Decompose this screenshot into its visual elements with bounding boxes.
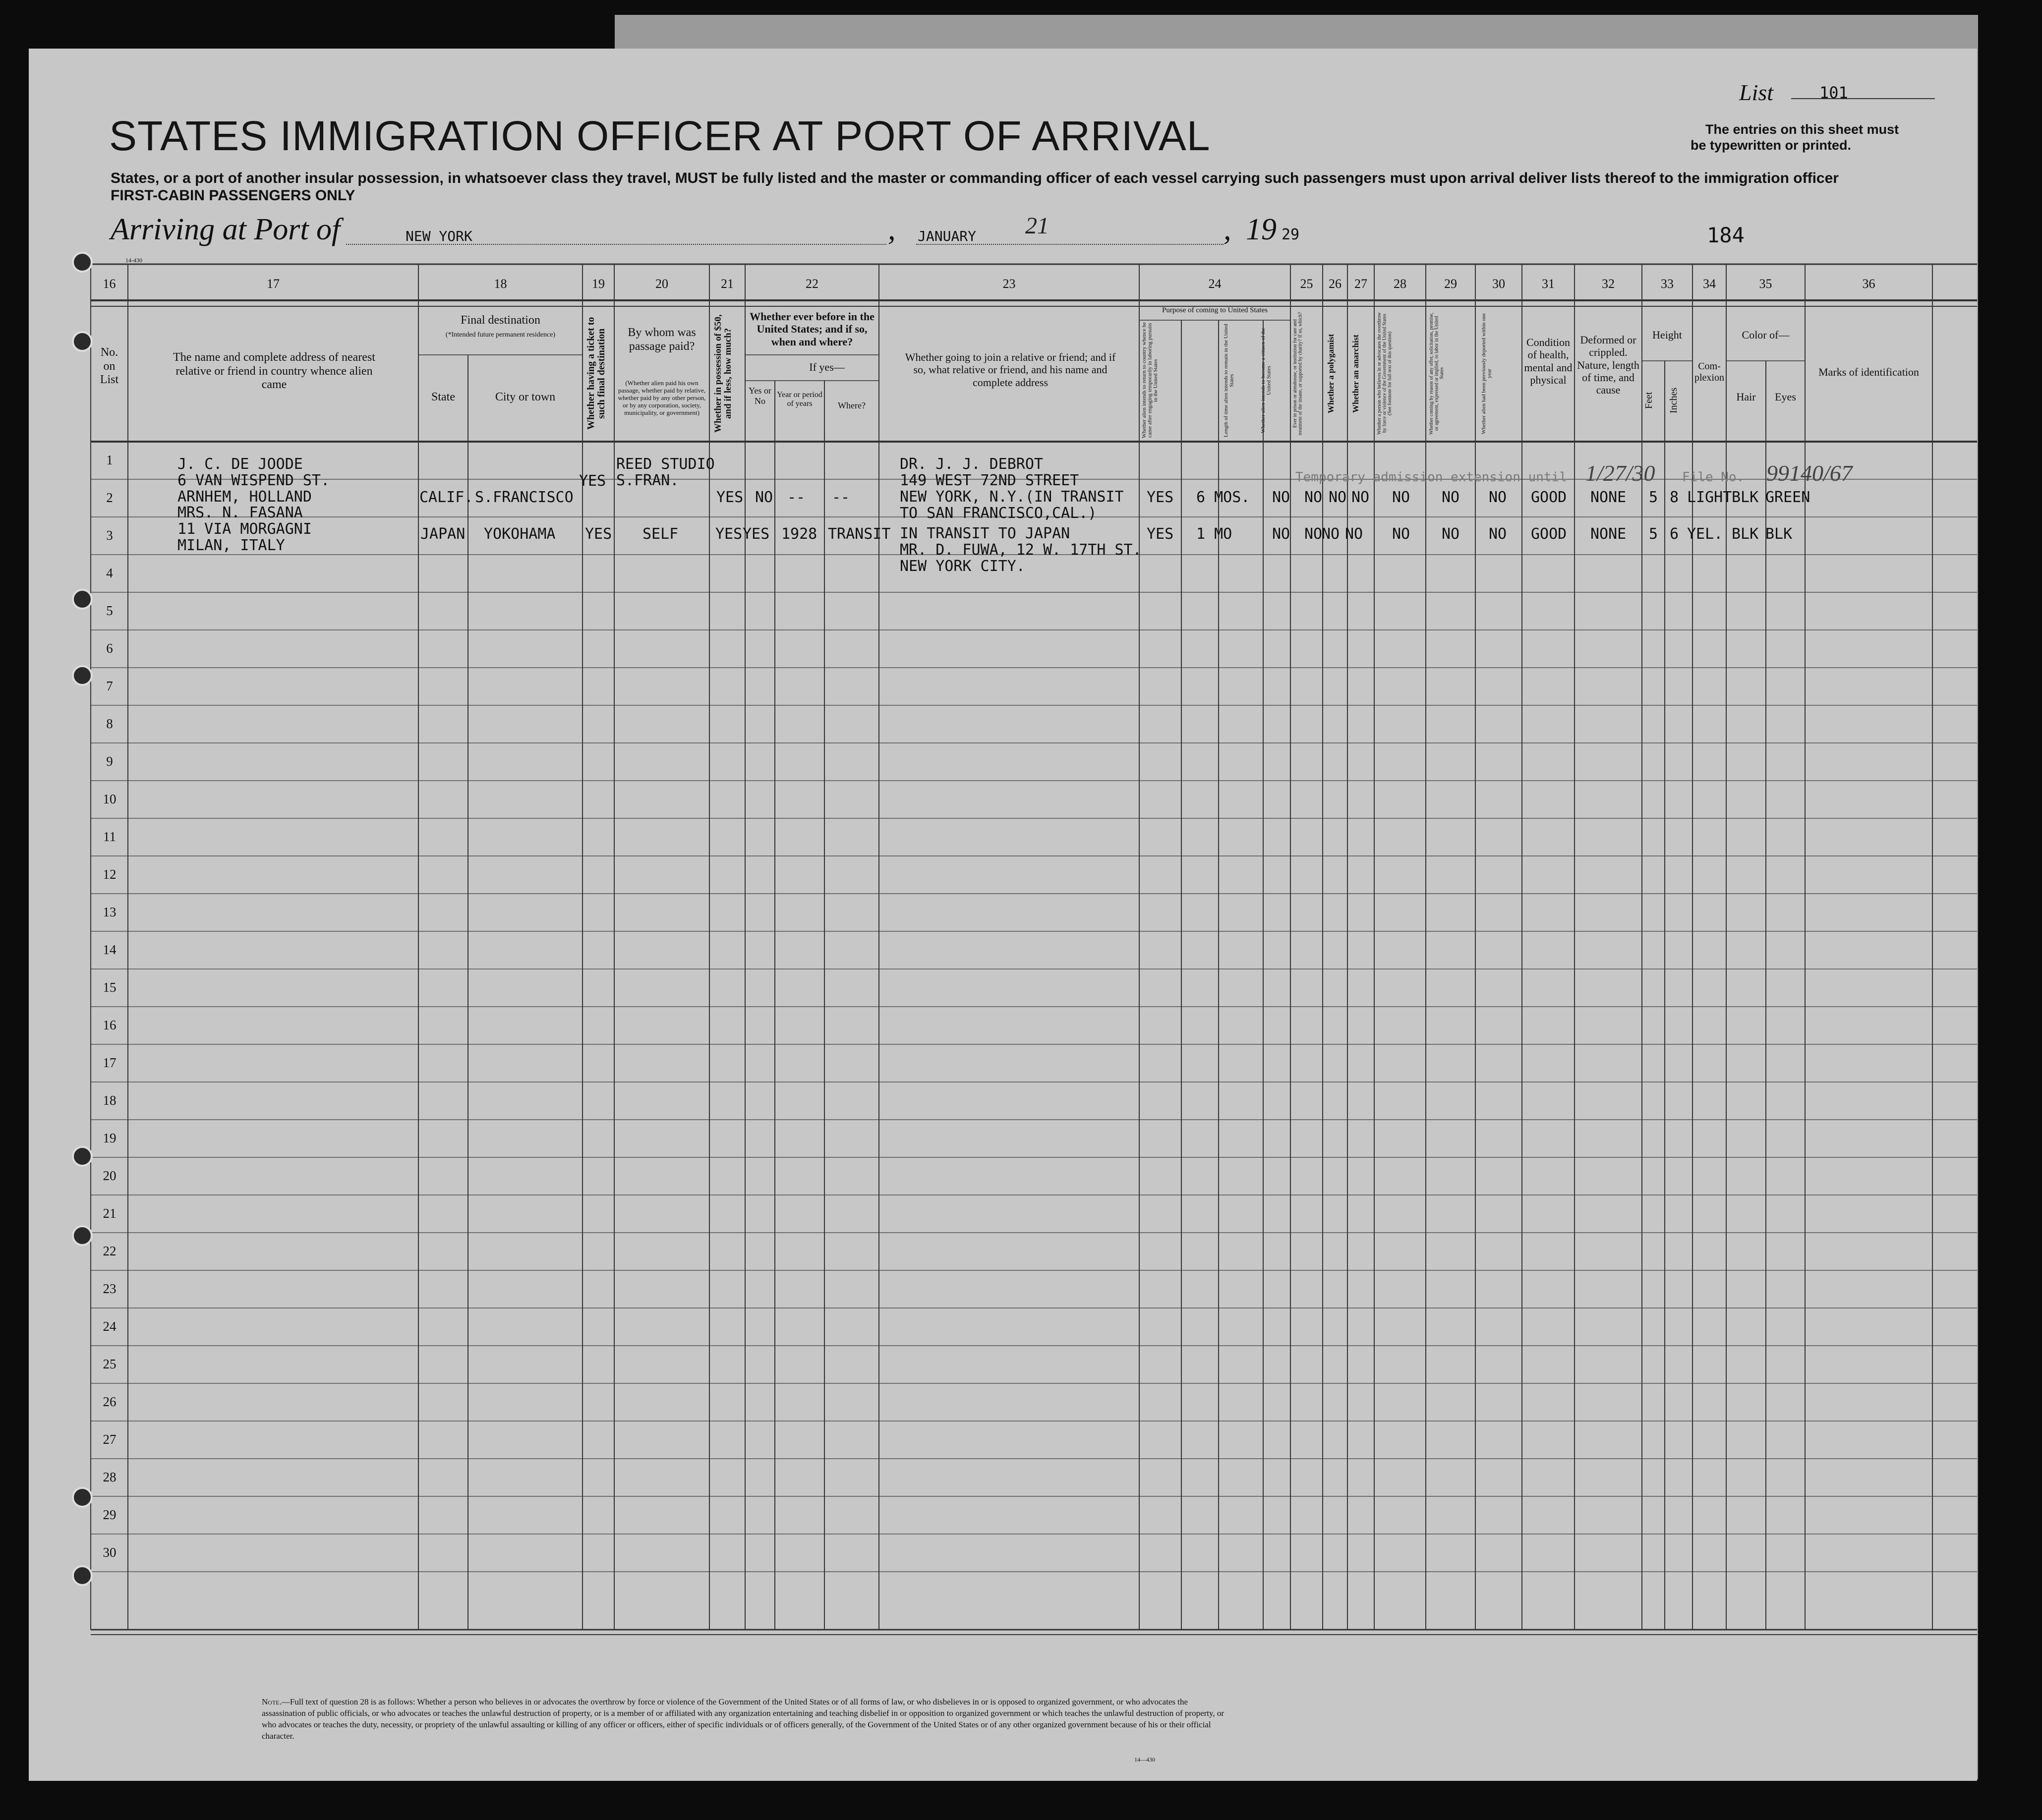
comma-2: , <box>1224 213 1231 246</box>
header-q29: Whether coming by reason of any offer, solicitation, promise, or agreement, expressed or implied, to labor in the United States <box>1429 312 1445 435</box>
row-number: 7 <box>106 679 113 693</box>
entry-1-citizen: NO <box>1272 489 1290 506</box>
header-length-stay: Length of time alien intends to remain in the United States <box>1223 324 1235 437</box>
entry-1-length: 6 MOS. <box>1196 489 1250 506</box>
row-number: 11 <box>103 829 116 844</box>
col-num: 18 <box>494 277 507 291</box>
entry-2-q28: NO <box>1392 525 1410 543</box>
entry-1-where: -- <box>832 489 850 506</box>
col-num: 35 <box>1759 277 1772 291</box>
entry-2-length: 1 MO <box>1196 525 1232 543</box>
col-num: 31 <box>1542 277 1555 291</box>
entry-1-file-label: File No. <box>1682 470 1745 485</box>
header-health: Condition of health, mental and physical <box>1524 336 1573 386</box>
row-number: 8 <box>106 716 113 731</box>
col-num: 25 <box>1300 277 1313 291</box>
col-num: 17 <box>267 277 280 291</box>
row-number: 19 <box>103 1131 117 1145</box>
relative-street: 11 VIA MORGAGNI <box>177 520 312 538</box>
col-num: 30 <box>1492 277 1505 291</box>
join-line: TO SAN FRANCISCO,CAL.) <box>900 505 1097 522</box>
binder-hole <box>72 665 93 686</box>
table-grid <box>29 49 1977 1781</box>
entry-2-inches: 6 <box>1670 525 1679 543</box>
col-num: 32 <box>1602 277 1615 291</box>
join-line: IN TRANSIT TO JAPAN <box>900 525 1070 542</box>
binder-hole <box>72 1565 93 1586</box>
entry-2-q30: NO <box>1489 525 1507 543</box>
col-num: 21 <box>721 277 734 291</box>
row-number: 28 <box>103 1470 117 1484</box>
row-number: 3 <box>106 528 113 543</box>
col-num: 16 <box>103 277 116 291</box>
entry-2-before: YES <box>743 525 770 543</box>
header-money: Whether in possession of $50, and if less, how much? <box>713 314 733 433</box>
entry-1-extension-date: 1/27/30 <box>1585 460 1655 486</box>
entry-1-eyes: GREEN <box>1765 489 1810 506</box>
relative-city: ARNHEM, HOLLAND <box>177 488 312 506</box>
entry-1-q28: NO <box>1392 489 1410 506</box>
entry-1-polygamist: NO <box>1329 489 1347 506</box>
paid-by-line: REED STUDIO <box>616 455 715 473</box>
row-number: 22 <box>103 1244 117 1258</box>
join-line: DR. J. J. DEBROT <box>900 455 1043 473</box>
entry-1-relative <box>177 456 330 505</box>
entry-1-complexion: LIGHT <box>1687 489 1732 506</box>
row-number: 1 <box>106 453 113 467</box>
header-height: Height <box>1652 329 1682 341</box>
entry-1-anarchist: NO <box>1351 489 1370 506</box>
header-purpose: Purpose of coming to United States <box>1162 306 1268 314</box>
header-color-of: Color of— <box>1742 329 1790 341</box>
col-num: 23 <box>1002 277 1016 291</box>
entry-1-deformed: NONE <box>1590 489 1627 506</box>
row-number: 17 <box>103 1055 117 1070</box>
col-num: 20 <box>655 277 668 291</box>
col-num: 29 <box>1444 277 1457 291</box>
header-polygamist: Whether a polygamist <box>1326 334 1336 413</box>
header-return-intent: Whether alien intends to return to country whence he came after engaging temporarily in laboring pursuits in the United States <box>1141 322 1159 439</box>
binder-hole <box>72 1487 93 1508</box>
entry-2-state: JAPAN <box>420 525 466 543</box>
entry-1-city: S.FRANCISCO <box>475 489 574 506</box>
relative-street: 6 VAN WISPEND ST. <box>177 472 330 489</box>
entry-1-q30: NO <box>1489 489 1507 506</box>
entries-note-2: be typewritten or printed. <box>1691 138 1852 153</box>
form-number-top: 14-430 <box>125 257 142 264</box>
arriving-label: Arriving at Port of <box>111 213 341 246</box>
header-no-on-list: No. on List <box>100 346 119 387</box>
entries-note-1: The entries on this sheet must <box>1705 122 1899 137</box>
row-number: 18 <box>103 1093 117 1108</box>
binder-hole <box>72 331 93 352</box>
header-q28: Whether a person who believes in or advocates the overthrow by force or violence of the Government of the United States (See footnote for full text of this question) <box>1377 312 1393 435</box>
footnote <box>262 1697 1233 1742</box>
entry-1-return: YES <box>1147 489 1174 506</box>
entry-1-hair: BLK <box>1732 489 1759 506</box>
entry-1-health: GOOD <box>1531 489 1567 506</box>
col-num: 19 <box>592 277 605 291</box>
entry-2-q29: NO <box>1442 525 1460 543</box>
row-number: 2 <box>106 490 113 505</box>
entry-2-where: TRANSIT <box>828 525 891 543</box>
entry-2-relative <box>177 505 312 554</box>
header-passage-paid: By whom was passage paid? <box>628 326 696 353</box>
entry-2-citizen: NO <box>1272 525 1290 543</box>
row-number: 27 <box>103 1432 117 1447</box>
page-title: STATES IMMIGRATION OFFICER AT PORT OF ARRIVAL <box>109 113 1211 159</box>
join-line: NEW YORK CITY. <box>900 558 1025 575</box>
entry-2-feet: 5 <box>1649 525 1658 543</box>
col-num: 36 <box>1862 277 1875 291</box>
header-anarchist: Whether an anarchist <box>1351 334 1360 413</box>
entry-1-join <box>900 456 1124 521</box>
header-prison: Ever in prison or almshouse, or institution for care and treatment of the insane, or supported by charity? If so, which? <box>1292 312 1303 435</box>
row-number: 30 <box>103 1545 117 1560</box>
header-inches: Inches <box>1668 387 1679 414</box>
entry-1-prison: NO <box>1304 489 1323 506</box>
header-citizen-intent: Whether alien intends to become a citizen of the United States <box>1260 328 1272 433</box>
relative-city: MILAN, ITALY <box>177 537 285 554</box>
manifest-sheet <box>29 49 1977 1781</box>
row-number: 6 <box>106 641 113 656</box>
entry-1-money: YES <box>716 489 744 506</box>
header-ticket: Whether having a ticket to such final destination <box>585 317 607 430</box>
row-number: 16 <box>103 1018 117 1032</box>
entry-1-state: CALIF. <box>419 489 473 506</box>
binder-hole <box>72 1146 93 1167</box>
class-line: FIRST-CABIN PASSENGERS ONLY <box>111 187 355 204</box>
header-join-relative: Whether going to join a relative or friend; and if so, what relative or friend, and his name and complete address <box>905 351 1116 389</box>
header-feet: Feet <box>1643 392 1654 409</box>
join-line: NEW YORK, N.Y.(IN TRANSIT <box>900 488 1124 506</box>
entry-1-year: -- <box>787 489 806 506</box>
join-line: MR. D. FUWA, 12 W. 17TH ST. <box>900 541 1142 559</box>
form-number-bottom: 14—430 <box>1134 1756 1155 1763</box>
entry-2-complexion: YEL. <box>1687 525 1723 543</box>
header-relative-address: The name and complete address of nearest relative or friend in country whence alien came <box>173 351 375 392</box>
header-state: State <box>431 391 455 403</box>
relative-name: MRS. N. FASANA <box>177 504 303 521</box>
entry-2-paid-by: SELF <box>642 525 679 543</box>
row-number: 26 <box>103 1394 117 1409</box>
instructions-line: States, or a port of another insular possession, in whatsoever class they travel, MUST be fully listed and the master or commanding officer of each vessel carrying such passengers must upon arrival deliver lists thereof to the immigration officer <box>111 170 1839 186</box>
day-value: 21 <box>1025 213 1049 239</box>
entry-1-feet: 5 <box>1649 489 1658 506</box>
entry-1-ticket: YES <box>579 472 606 490</box>
year-suffix: 29 <box>1282 226 1300 243</box>
col-num: 33 <box>1661 277 1674 291</box>
col-num: 24 <box>1208 277 1222 291</box>
header-ever-before: Whether ever before in the United States; and if so, when and where? <box>750 310 875 348</box>
entry-2-anarchist: NO <box>1345 525 1363 543</box>
col-num: 26 <box>1329 277 1342 291</box>
header-where: Where? <box>838 400 866 410</box>
entry-2-health: GOOD <box>1531 525 1567 543</box>
header-passage-note: (Whether alien paid his own passage, whether paid by relative, whether paid by any other person, or by any corporation, society, municipality, or government) <box>618 379 706 416</box>
entry-2-hair: BLK <box>1732 525 1759 543</box>
header-year: Year or period of years <box>777 391 822 408</box>
relative-name: J. C. DE JOODE <box>177 455 303 473</box>
header-hair: Hair <box>1736 391 1756 403</box>
binder-hole <box>72 252 93 273</box>
col-num: 22 <box>806 277 818 291</box>
entry-2-deformed: NONE <box>1590 525 1627 543</box>
header-city: City or town <box>495 391 556 403</box>
header-final-destination: Final destination <box>461 314 540 327</box>
row-number: 20 <box>103 1168 117 1183</box>
entry-2-return: YES <box>1147 525 1174 543</box>
binder-hole <box>72 589 93 610</box>
header-if-yes: If yes— <box>809 361 845 373</box>
entry-2-prison: NO <box>1304 525 1323 543</box>
entry-2-ticket: YES <box>585 525 612 543</box>
entry-2-money: YES <box>715 525 743 543</box>
row-number: 14 <box>103 942 117 957</box>
entry-1-file-number: 99140/67 <box>1766 460 1853 486</box>
list-number: 101 <box>1819 83 1848 102</box>
row-number: 29 <box>103 1507 117 1522</box>
header-complexion: Com- plexion <box>1694 361 1724 383</box>
entry-2-eyes: BLK <box>1765 525 1793 543</box>
header-eyes: Eyes <box>1775 391 1796 403</box>
binder-hole <box>72 1225 93 1246</box>
comma-1: , <box>888 213 896 246</box>
header-final-destination-note: (*Intended future permanent residence) <box>445 331 556 339</box>
col-num: 27 <box>1354 277 1367 291</box>
row-number: 10 <box>103 792 117 806</box>
col-num: 28 <box>1394 277 1406 291</box>
entry-1-stamp: Temporary admission extension until <box>1295 470 1567 485</box>
header-yes-no: Yes or No <box>749 386 771 406</box>
month-value: JANUARY <box>918 228 977 244</box>
entry-1-before: NO <box>755 489 773 506</box>
entry-1-inches: 8 <box>1670 489 1679 506</box>
row-number: 21 <box>103 1206 117 1221</box>
row-number: 12 <box>103 867 117 882</box>
join-line: 149 WEST 72ND STREET <box>900 472 1079 489</box>
footnote-label: Note. <box>262 1697 282 1706</box>
list-label: List <box>1739 80 1774 105</box>
paid-by-line: S.FRAN. <box>616 472 679 489</box>
page-number: 184 <box>1707 223 1745 247</box>
port-value: NEW YORK <box>406 228 472 244</box>
entry-2-polygamist: NO <box>1322 525 1340 543</box>
row-number: 23 <box>103 1281 117 1296</box>
header-deformed: Deformed or crippled. Nature, length of time, and cause <box>1577 334 1639 397</box>
row-number: 13 <box>103 905 117 919</box>
entry-2-join <box>900 525 1142 574</box>
entry-2-year: 1928 <box>781 525 817 543</box>
entry-2-city: YOKOHAMA <box>484 525 556 543</box>
row-number: 15 <box>103 980 117 995</box>
row-number: 4 <box>106 566 113 580</box>
row-number: 5 <box>106 603 113 618</box>
row-number: 9 <box>106 754 113 769</box>
footnote-text: —Full text of question 28 is as follows: Whether a person who believes in or advocates the overthrow by force or violence of the Government of the United States or of all forms of law, or who disbelieves in or is opposed to organized government, or who advocates the assassination of public officials, or who advocates or teaches the unlawful destruction of property, or is a member of or affiliated with any organization entertaining and teaching disbelief in or opposition to organized government or which teaches the unlawful destruction of property, or who advocates or teaches the duty, necessity, or propriety of the unlawful assaulting or killing of any officer or officers, either of specific individuals or of officers generally, of the Government of the United States or of any other organized government because of his or their official character. <box>262 1697 1225 1741</box>
entry-1-paid-by <box>616 456 715 489</box>
col-num: 34 <box>1703 277 1716 291</box>
header-marks: Marks of identification <box>1818 366 1919 378</box>
entry-1-q29: NO <box>1442 489 1460 506</box>
header-q30: Whether alien had been previously deported within one year <box>1481 313 1493 434</box>
year-prefix: 19 <box>1246 213 1277 246</box>
row-number: 25 <box>103 1357 117 1371</box>
row-number: 24 <box>103 1319 117 1334</box>
